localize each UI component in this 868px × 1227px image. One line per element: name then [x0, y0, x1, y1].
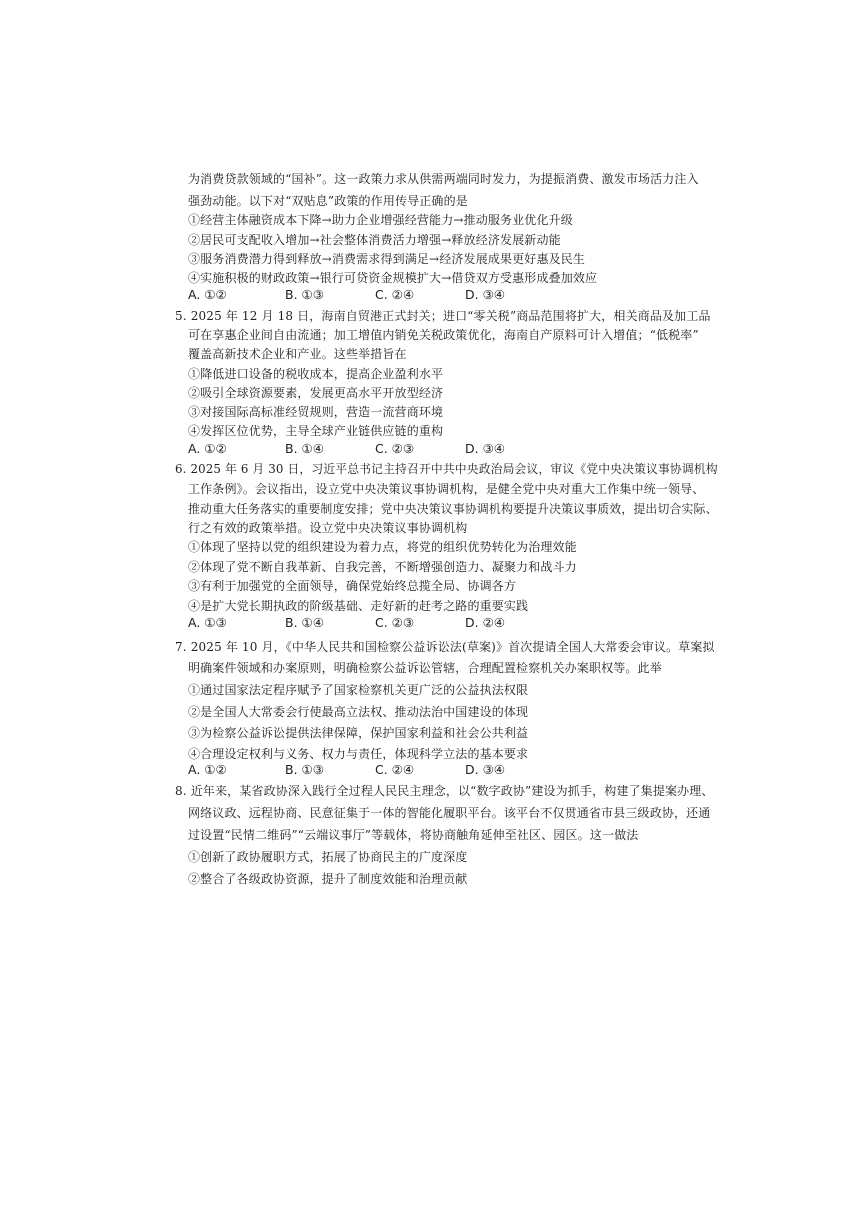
q6-item-4: ④是扩大党长期执政的阶级基础、走好新的赶考之路的重要实践: [188, 599, 529, 613]
q5-stem-line-3: 覆盖高新技术企业和产业。这些举措旨在: [188, 347, 407, 361]
q7-option-a[interactable]: A. ①②: [188, 762, 227, 777]
q7-stem-line-1: 7. 2025 年 10 月，《中华人民共和国检察公益诉讼法(草案)》首次提请全国人大常委会审议。草案拟: [175, 640, 715, 654]
q4-options: [188, 287, 528, 303]
q5-item-2: ②吸引全球资源要素，发展更高水平开放型经济: [188, 386, 444, 400]
q7-stem-line-2: 明确案件领域和办案原则，明确检察公益诉讼管辖，合理配置检察机关办案职权等。此举: [188, 661, 662, 675]
q6-option-d[interactable]: D. ②④: [465, 615, 505, 630]
q4-option-a[interactable]: A. ①②: [188, 287, 227, 302]
q5-option-d[interactable]: D. ③④: [465, 441, 505, 456]
q8-stem-line-1: 8. 近年来，某省政协深入践行全过程人民民主理念，以“数字政协”建设为抓手，构建了集提案办理、: [175, 784, 714, 798]
q8-item-1: ①创新了政协履职方式，拓展了协商民主的广度深度: [188, 850, 468, 864]
q5-item-1: ①降低进口设备的税收成本，提高企业盈利水平: [188, 367, 444, 381]
q7-item-3: ③为检察公益诉讼提供法律保障，保护国家利益和社会公共利益: [188, 726, 529, 740]
q6-stem-line-3: 推动重大任务落实的重要制度安排；党中央决策议事协调机构要提升决策议事质效，提出切合实际、: [188, 502, 718, 516]
q4-item-3: ③服务消费潜力得到释放→消费需求得到满足→经济发展成果更好惠及民生: [188, 252, 586, 266]
q6-option-c[interactable]: C. ②③: [375, 615, 415, 630]
q4-stem-line-1: 为消费贷款领域的“国补”。这一政策力求从供需两端同时发力，为提振消费、激发市场活力注入: [188, 172, 699, 186]
q7-option-b[interactable]: B. ①③: [285, 762, 324, 777]
q6-stem-line-2: 工作条例》。会议指出，设立党中央决策议事协调机构，是健全党中央对重大工作集中统一领导、: [188, 482, 705, 496]
q7-item-4: ④合理设定权利与义务、权力与责任，体现科学立法的基本要求: [188, 747, 529, 761]
q4-stem-line-2: 强劲动能。以下对“双贴息”政策的作用传导正确的是: [188, 194, 468, 208]
q4-option-d[interactable]: D. ③④: [465, 287, 505, 302]
q6-option-a[interactable]: A. ①③: [188, 615, 227, 630]
q7-item-2: ②是全国人大常委会行使最高立法权、推动法治中国建设的体现: [188, 705, 529, 719]
q6-stem-line-4: 行之有效的政策举措。设立党中央决策议事协调机构: [188, 521, 468, 535]
q8-item-2: ②整合了各级政协资源，提升了制度效能和治理贡献: [188, 872, 468, 886]
q8-stem-line-2: 网络议政、远程协商、民意征集于一体的智能化履职平台。该平台不仅贯通省市县三级政协，还通: [188, 806, 711, 820]
q8-stem-line-3: 过设置“民情二维码”“云端议事厅”等载体，将协商触角延伸至社区、园区。这一做法: [188, 828, 639, 842]
q7-item-1: ①通过国家法定程序赋予了国家检察机关更广泛的公益执法权限: [188, 683, 529, 697]
q4-item-4: ④实施积极的财政政策→银行可贷资金规模扩大→借贷双方受惠形成叠加效应: [188, 271, 598, 285]
q5-option-c[interactable]: C. ②③: [375, 441, 415, 456]
q5-option-b[interactable]: B. ①④: [285, 441, 324, 456]
q6-options: [188, 615, 528, 631]
q6-option-b[interactable]: B. ①④: [285, 615, 324, 630]
q4-option-c[interactable]: C. ②④: [375, 287, 415, 302]
q7-option-c[interactable]: C. ②④: [375, 762, 415, 777]
q7-option-d[interactable]: D. ③④: [465, 762, 505, 777]
q5-options: [188, 441, 528, 457]
q4-option-b[interactable]: B. ①③: [285, 287, 324, 302]
q4-item-2: ②居民可支配收入增加→社会整体消费活力增强→释放经济发展新动能: [188, 233, 561, 247]
q6-item-2: ②体现了党不断自我革新、自我完善，不断增强创造力、凝聚力和战斗力: [188, 560, 577, 574]
q4-item-1: ①经营主体融资成本下降→助力企业增强经营能力→推动服务业优化升级: [188, 213, 573, 227]
q6-stem-line-1: 6. 2025 年 6 月 30 日，习近平总书记主持召开中共中央政治局会议，审议《党中央决策议事协调机构: [175, 462, 718, 476]
q5-stem-line-2: 可在享惠企业间自由流通；加工增值内销免关税政策优化，海南自产原料可计入增值；“低税率”: [188, 328, 699, 342]
q5-item-3: ③对接国际高标准经贸规则，营造一流营商环境: [188, 405, 444, 419]
q6-item-3: ③有利于加强党的全面领导，确保党始终总揽全局、协调各方: [188, 579, 517, 593]
q7-options: [188, 762, 528, 778]
q5-item-4: ④发挥区位优势，主导全球产业链供应链的重构: [188, 424, 444, 438]
q5-option-a[interactable]: A. ①②: [188, 441, 227, 456]
q6-item-1: ①体现了坚持以党的组织建设为着力点，将党的组织优势转化为治理效能: [188, 540, 577, 554]
q5-stem-line-1: 5. 2025 年 12 月 18 日，海南自贸港正式封关；进口“零关税”商品范围将扩大，相关商品及加工品: [175, 309, 711, 323]
